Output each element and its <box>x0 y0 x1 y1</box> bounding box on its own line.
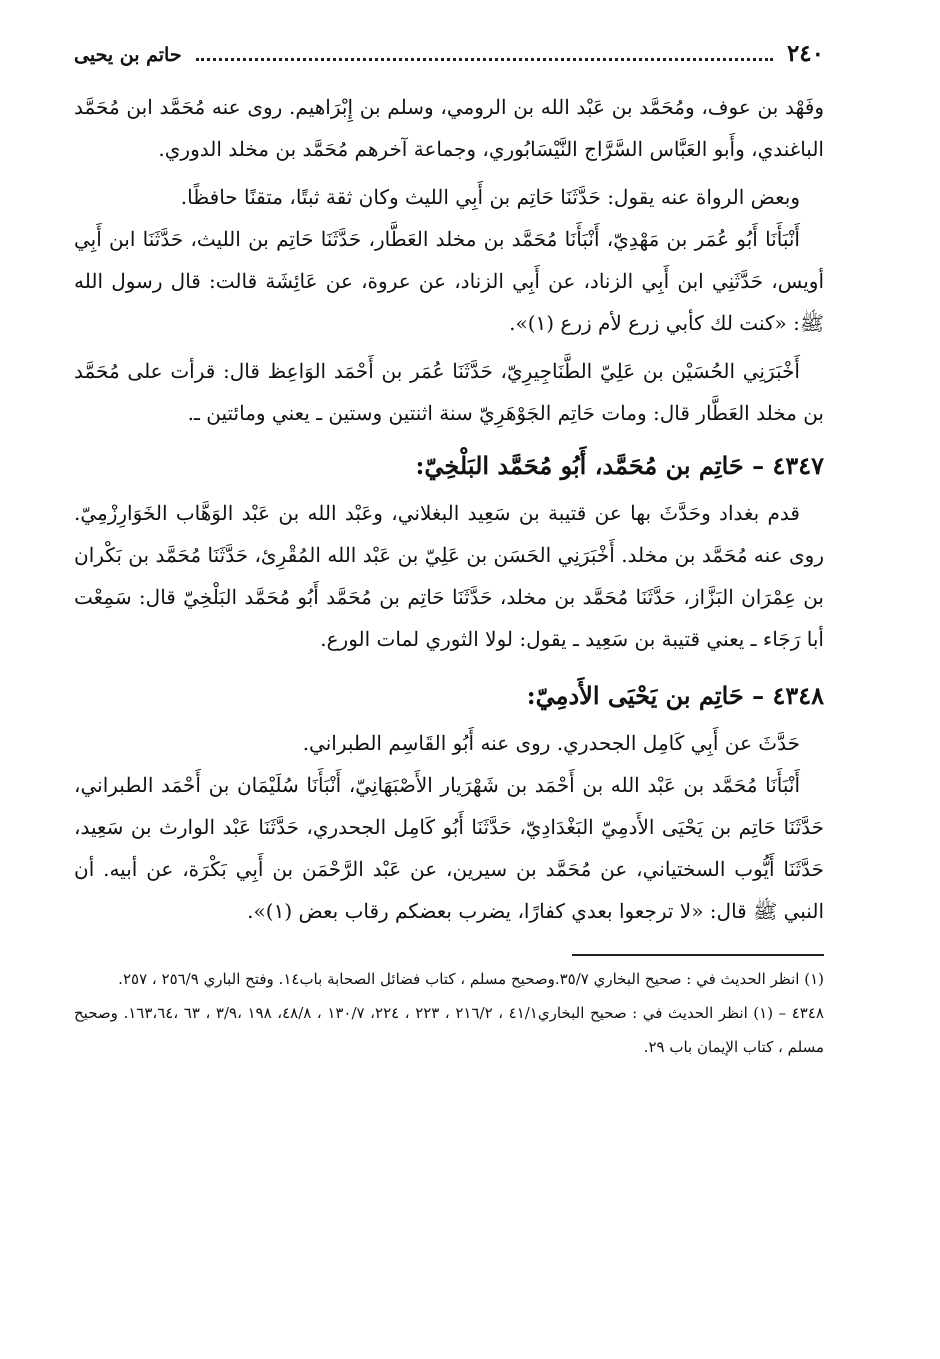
header-dotted-leader <box>196 46 773 61</box>
page-number: ٢٤٠ <box>786 40 824 67</box>
footnote-separator <box>572 954 824 956</box>
paragraph-6: حَدَّثَ عن أَبِي كَامِل الجحدري. روى عنه أَبُو القَاسِم الطبراني. <box>302 731 800 755</box>
page-header <box>74 40 824 86</box>
running-title: حاتم بن يحيى <box>74 44 182 66</box>
paragraph-5: قدم بغداد وحَدَّثَ بها عن قتيبة بن سَعِيد البغلاني، وعَبْد الله بن عَبْد الوَهَّاب الخَوَارِزْمِيّ. روى عنه مُحَمَّد بن مخلد. أَخْبَرَنِي الحَسَن بن عَلِيّ بن عَبْد الله المُقْرِئ، حَدَّثَنَا مُحَمَّد بن بَكْران بن عِمْرَان البَزَّاز، حَدَّثَنَا مُحَمَّد بن مخلد، حَدَّثَنَا حَاتِم بن مُحَمَّد أَبُو مُحَمَّد البَلْخِيّ قال: سَمِعْت أبا رَجَاء ـ يعني قتيبة بن سَعِيد ـ يقول: لولا الثوري لمات الورع. <box>74 501 824 651</box>
entry-heading-4348: ٤٣٤٨ – حَاتِم بن يَحْيَى الأَدمِيّ: <box>526 681 824 710</box>
footnote-2: ٤٣٤٨ – (١) انظر الحديث في : صحيح البخاري٤١/١ ، ٢١٦/٢ ، ٢٢٣ ، ٢٢٤، ١٣٠/٧ ، ٤٨/٨، ١٩٨ ،٣/٩ ، ٦٣ ،١٦٣،٦٤. وصحيح مسلم ، كتاب الإيمان باب ٢٩. <box>74 1004 824 1056</box>
entry-heading-4347: ٤٣٤٧ – حَاتِم بن مُحَمَّد، أَبُو مُحَمَّد البَلْخِيّ: <box>415 451 824 480</box>
book-page <box>74 40 824 1064</box>
paragraph-2: وبعض الرواة عنه يقول: حَدَّثَنَا حَاتِم بن أَبِي الليث وكان ثقة ثبتًا، متقنًا حافظًا. <box>180 185 800 209</box>
paragraph-3: أَنْبَأَنَا أَبُو عُمَر بن مَهْدِيّ، أَنْبَأَنَا مُحَمَّد بن مخلد العَطَّار، حَدَّثَنَا حَاتِم بن الليث، حَدَّثَنَا ابن أَبِي أويس، حَدَّثَنِي ابن أَبِي الزناد، عن أَبِي الزناد، عن عروة، عن عَائِشَة قالت: قال رسول الله ﷺ: «كنت لك كأبي زرع لأم زرع (١)». <box>74 227 824 335</box>
paragraph-1: وفَهْد بن عوف، ومُحَمَّد بن عَبْد الله بن الرومي، وسلم بن إِبْرَاهيم. روى عنه مُحَمَّد ابن مُحَمَّد الباغندي، وأَبو العَبَّاس السَّرَّاج النَّيْسَابُوري، وجماعة آخرهم مُحَمَّد بن مخلد الدوري. <box>74 95 824 161</box>
paragraph-7: أَنْبَأَنَا مُحَمَّد بن عَبْد الله بن أَحْمَد بن شَهْرَيار الأَصْبَهَانِيّ، أَنْبَأَنَا سُلَيْمَان بن أَحْمَد الطبراني، حَدَّثَنَا حَاتِم بن يَحْيَى الأَدمِيّ البَغْدَادِيّ، حَدَّثَنَا أَبُو كَامِل الجحدري، حَدَّثَنَا عَبْد الوارث بن سَعِيد، حَدَّثَنَا أَيُّوب السختياني، عن مُحَمَّد بن سيرين، عن عَبْد الرَّحْمَن بن أَبِي بَكْرَة، عن أبيه. أن النبي ﷺ قال: «لا ترجعوا بعدي كفارًا، يضرب بعضكم رقاب بعض (١)». <box>74 773 824 923</box>
footnote-1: (١) انظر الحديث في : صحيح البخاري ٣٥/٧.وصحيح مسلم ، كتاب فضائل الصحابة باب١٤. وفتح الباري ٢٥٦/٩ ، ٢٥٧. <box>118 970 824 988</box>
paragraph-4: أَخْبَرَنِي الحُسَيْن بن عَلِيّ الطَّنَاجِيرِيّ، حَدَّثَنَا عُمَر بن أَحْمَد الوَاعِظ قال: قرأت على مُحَمَّد بن مخلد العَطَّار قال: ومات حَاتِم الجَوْهَرِيّ سنة اثنتين وستين ـ يعني ومائتين ـ. <box>74 359 824 425</box>
